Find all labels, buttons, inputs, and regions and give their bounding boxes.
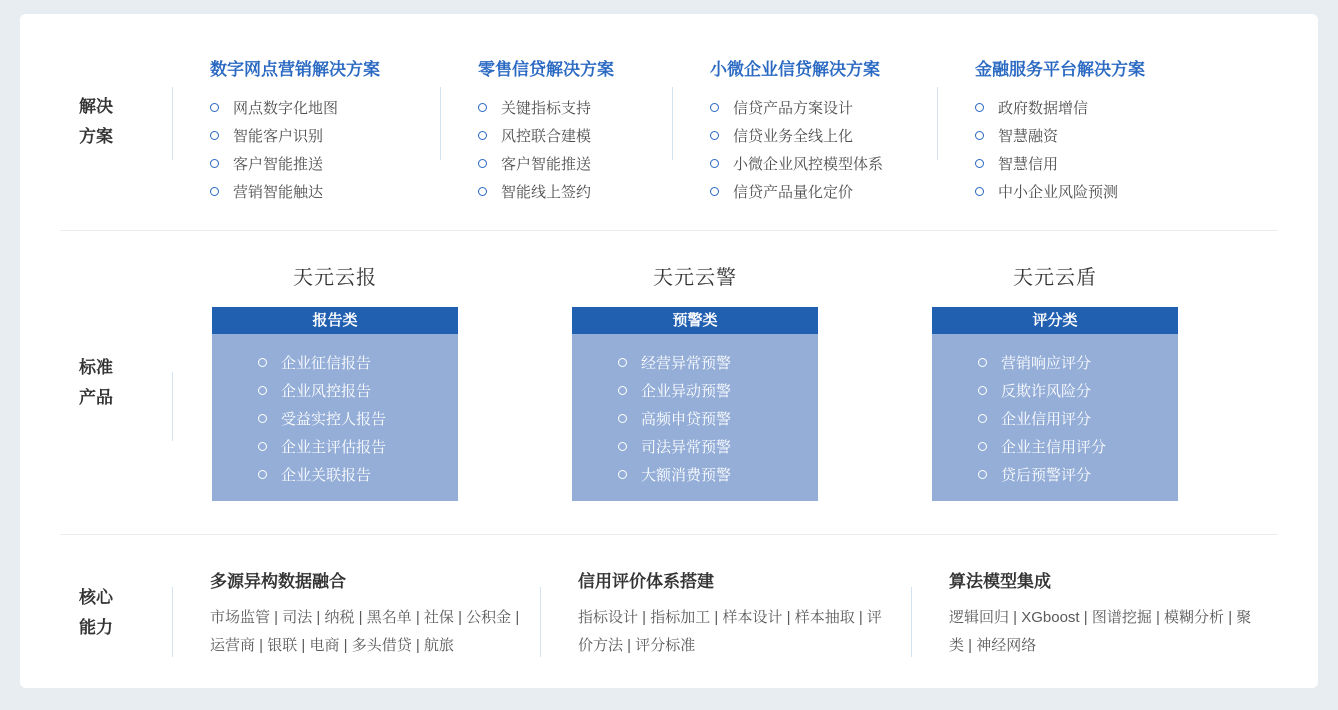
solution-item-label: 信贷业务全线上化	[733, 127, 854, 145]
solution-item-label: 智慧信用	[998, 155, 1059, 173]
product-item	[572, 432, 818, 460]
product-item-label: 企业风控报告	[281, 382, 372, 400]
solution-item-label: 客户智能推送	[233, 155, 324, 173]
product-item	[932, 460, 1178, 488]
content-card	[20, 14, 1318, 688]
solution-item	[210, 149, 430, 177]
solutions-label-line-1: 解决	[79, 97, 113, 116]
product-item-label: 企业异动预警	[641, 382, 732, 400]
solution-item-label: 信贷产品量化定价	[733, 183, 854, 201]
circle-bullet-icon	[618, 442, 627, 451]
solution-item-label: 政府数据增信	[998, 99, 1089, 117]
solution-item	[210, 93, 430, 121]
solution-item-label: 风控联合建模	[501, 127, 592, 145]
product-block-cloud-alert	[572, 231, 818, 534]
circle-bullet-icon	[618, 358, 627, 367]
circle-bullet-icon	[618, 470, 627, 479]
solution-item	[210, 121, 430, 149]
circle-bullet-icon	[210, 159, 219, 168]
solution-column-fin-platform	[937, 14, 1278, 230]
capability-title: 多源异构数据融合	[210, 572, 346, 591]
circle-bullet-icon	[210, 103, 219, 112]
solution-item-label: 客户智能推送	[501, 155, 592, 173]
solution-item-label: 智慧融资	[998, 127, 1059, 145]
circle-bullet-icon	[710, 103, 719, 112]
solutions-section-label	[20, 14, 172, 230]
product-card	[212, 307, 458, 501]
circle-bullet-icon	[258, 442, 267, 451]
vertical-divider	[937, 87, 938, 160]
vertical-divider	[911, 587, 912, 657]
product-block-cloud-report	[212, 231, 458, 534]
product-item-list	[572, 334, 818, 501]
product-item	[932, 376, 1178, 404]
solution-item-label: 智能线上签约	[501, 183, 592, 201]
solution-item-label: 关键指标支持	[501, 99, 592, 117]
product-item-label: 大额消费预警	[641, 466, 732, 484]
product-item	[212, 404, 458, 432]
product-category-bar: 预警类	[572, 307, 818, 334]
vertical-divider	[172, 372, 173, 441]
circle-bullet-icon	[978, 470, 987, 479]
product-item-label: 受益实控人报告	[281, 410, 387, 428]
circle-bullet-icon	[975, 131, 984, 140]
circle-bullet-icon	[978, 414, 987, 423]
capabilities-columns	[172, 535, 1318, 690]
circle-bullet-icon	[258, 358, 267, 367]
product-card	[572, 307, 818, 501]
circle-bullet-icon	[975, 159, 984, 168]
solution-column-retail-credit	[440, 14, 672, 230]
product-category-bar: 评分类	[932, 307, 1178, 334]
solutions-label-line-2: 方案	[79, 127, 113, 146]
circle-bullet-icon	[210, 187, 219, 196]
circle-bullet-icon	[478, 131, 487, 140]
solution-item	[710, 177, 927, 205]
product-item-label: 企业征信报告	[281, 354, 372, 372]
circle-bullet-icon	[975, 103, 984, 112]
circle-bullet-icon	[978, 442, 987, 451]
circle-bullet-icon	[478, 159, 487, 168]
capability-description: 逻辑回归 | XGboost | 图谱挖掘 | 模糊分析 | 聚类 | 神经网络	[949, 609, 1252, 654]
product-item	[572, 348, 818, 376]
circle-bullet-icon	[978, 386, 987, 395]
solution-column-digital-branch	[172, 14, 440, 230]
solution-title: 数字网点营销解决方案	[210, 60, 380, 79]
product-item	[932, 404, 1178, 432]
solution-item	[975, 177, 1268, 205]
solution-item-label: 营销智能触达	[233, 183, 324, 201]
capabilities-section	[20, 535, 1318, 690]
circle-bullet-icon	[210, 131, 219, 140]
solution-item	[210, 177, 430, 205]
circle-bullet-icon	[975, 187, 984, 196]
solutions-columns	[172, 14, 1318, 230]
solution-item	[478, 121, 662, 149]
solution-item-label: 智能客户识别	[233, 127, 324, 145]
product-item-label: 高频申贷预警	[641, 410, 732, 428]
product-item	[212, 460, 458, 488]
product-block-cloud-shield	[932, 231, 1178, 534]
capability-column-credit-eval	[540, 535, 911, 690]
capability-title: 算法模型集成	[949, 572, 1051, 591]
product-name: 天元云报	[293, 267, 377, 289]
solution-item-label: 小微企业风控模型体系	[733, 155, 884, 173]
circle-bullet-icon	[618, 386, 627, 395]
product-item-label: 经营异常预警	[641, 354, 732, 372]
products-section-label	[20, 231, 172, 534]
vertical-divider	[172, 87, 173, 160]
product-card	[932, 307, 1178, 501]
product-item-label: 企业主信用评分	[1001, 438, 1107, 456]
capability-column-data-fusion	[172, 535, 540, 690]
circle-bullet-icon	[618, 414, 627, 423]
solution-item	[478, 149, 662, 177]
product-item	[572, 460, 818, 488]
product-item-label: 营销响应评分	[1001, 354, 1092, 372]
circle-bullet-icon	[710, 187, 719, 196]
solution-item-list	[210, 93, 430, 205]
vertical-divider	[172, 587, 173, 657]
circle-bullet-icon	[710, 159, 719, 168]
solution-title: 小微企业信贷解决方案	[710, 60, 880, 79]
solution-item	[975, 121, 1268, 149]
capability-description: 市场监管 | 司法 | 纳税 | 黑名单 | 社保 | 公积金 | 运营商 | 银联 | 电商 | 多头借贷 | 航旅	[210, 609, 520, 654]
solution-column-sme-credit	[672, 14, 937, 230]
product-item	[212, 376, 458, 404]
product-name: 天元云警	[653, 267, 737, 289]
solution-item	[478, 93, 662, 121]
solution-item-list	[975, 93, 1268, 205]
product-item-label: 司法异常预警	[641, 438, 732, 456]
circle-bullet-icon	[258, 414, 267, 423]
vertical-divider	[672, 87, 673, 160]
product-item-list	[212, 334, 458, 501]
product-item-label: 企业关联报告	[281, 466, 372, 484]
products-label-line-1: 标准	[79, 357, 113, 377]
capabilities-section-label	[20, 535, 172, 690]
solution-item-list	[478, 93, 662, 205]
solution-item	[710, 121, 927, 149]
circle-bullet-icon	[478, 187, 487, 196]
product-item	[212, 432, 458, 460]
vertical-divider	[440, 87, 441, 160]
circle-bullet-icon	[710, 131, 719, 140]
product-item-label: 企业信用评分	[1001, 410, 1092, 428]
solution-title: 零售信贷解决方案	[478, 60, 614, 79]
capabilities-label-line-1: 核心	[79, 587, 113, 607]
solution-item-label: 网点数字化地图	[233, 99, 339, 117]
product-item	[212, 348, 458, 376]
product-item-list	[932, 334, 1178, 501]
product-item	[932, 432, 1178, 460]
products-section	[20, 231, 1318, 534]
product-item	[572, 404, 818, 432]
solution-item	[975, 93, 1268, 121]
capability-column-algorithms	[911, 535, 1298, 690]
product-item	[932, 348, 1178, 376]
circle-bullet-icon	[978, 358, 987, 367]
solution-item	[710, 149, 927, 177]
capabilities-label-line-2: 能力	[79, 617, 113, 637]
solution-item-list	[710, 93, 927, 205]
products-label-line-2: 产品	[79, 387, 113, 407]
solution-item-label: 中小企业风险预测	[998, 183, 1119, 201]
capability-title: 信用评价体系搭建	[578, 572, 714, 591]
product-item	[572, 376, 818, 404]
solution-item	[975, 149, 1268, 177]
solutions-section	[20, 14, 1318, 230]
solution-item-label: 信贷产品方案设计	[733, 99, 854, 117]
product-cards-row	[172, 231, 1318, 534]
circle-bullet-icon	[258, 470, 267, 479]
product-name: 天元云盾	[1013, 267, 1097, 289]
product-item-label: 反欺诈风险分	[1001, 382, 1092, 400]
product-item-label: 企业主评估报告	[281, 438, 387, 456]
product-item-label: 贷后预警评分	[1001, 466, 1092, 484]
product-category-bar: 报告类	[212, 307, 458, 334]
vertical-divider	[540, 587, 541, 657]
solution-title: 金融服务平台解决方案	[975, 60, 1145, 79]
circle-bullet-icon	[258, 386, 267, 395]
solution-item	[478, 177, 662, 205]
circle-bullet-icon	[478, 103, 487, 112]
solution-item	[710, 93, 927, 121]
capability-description: 指标设计 | 指标加工 | 样本设计 | 样本抽取 | 评价方法 | 评分标准	[578, 609, 882, 654]
